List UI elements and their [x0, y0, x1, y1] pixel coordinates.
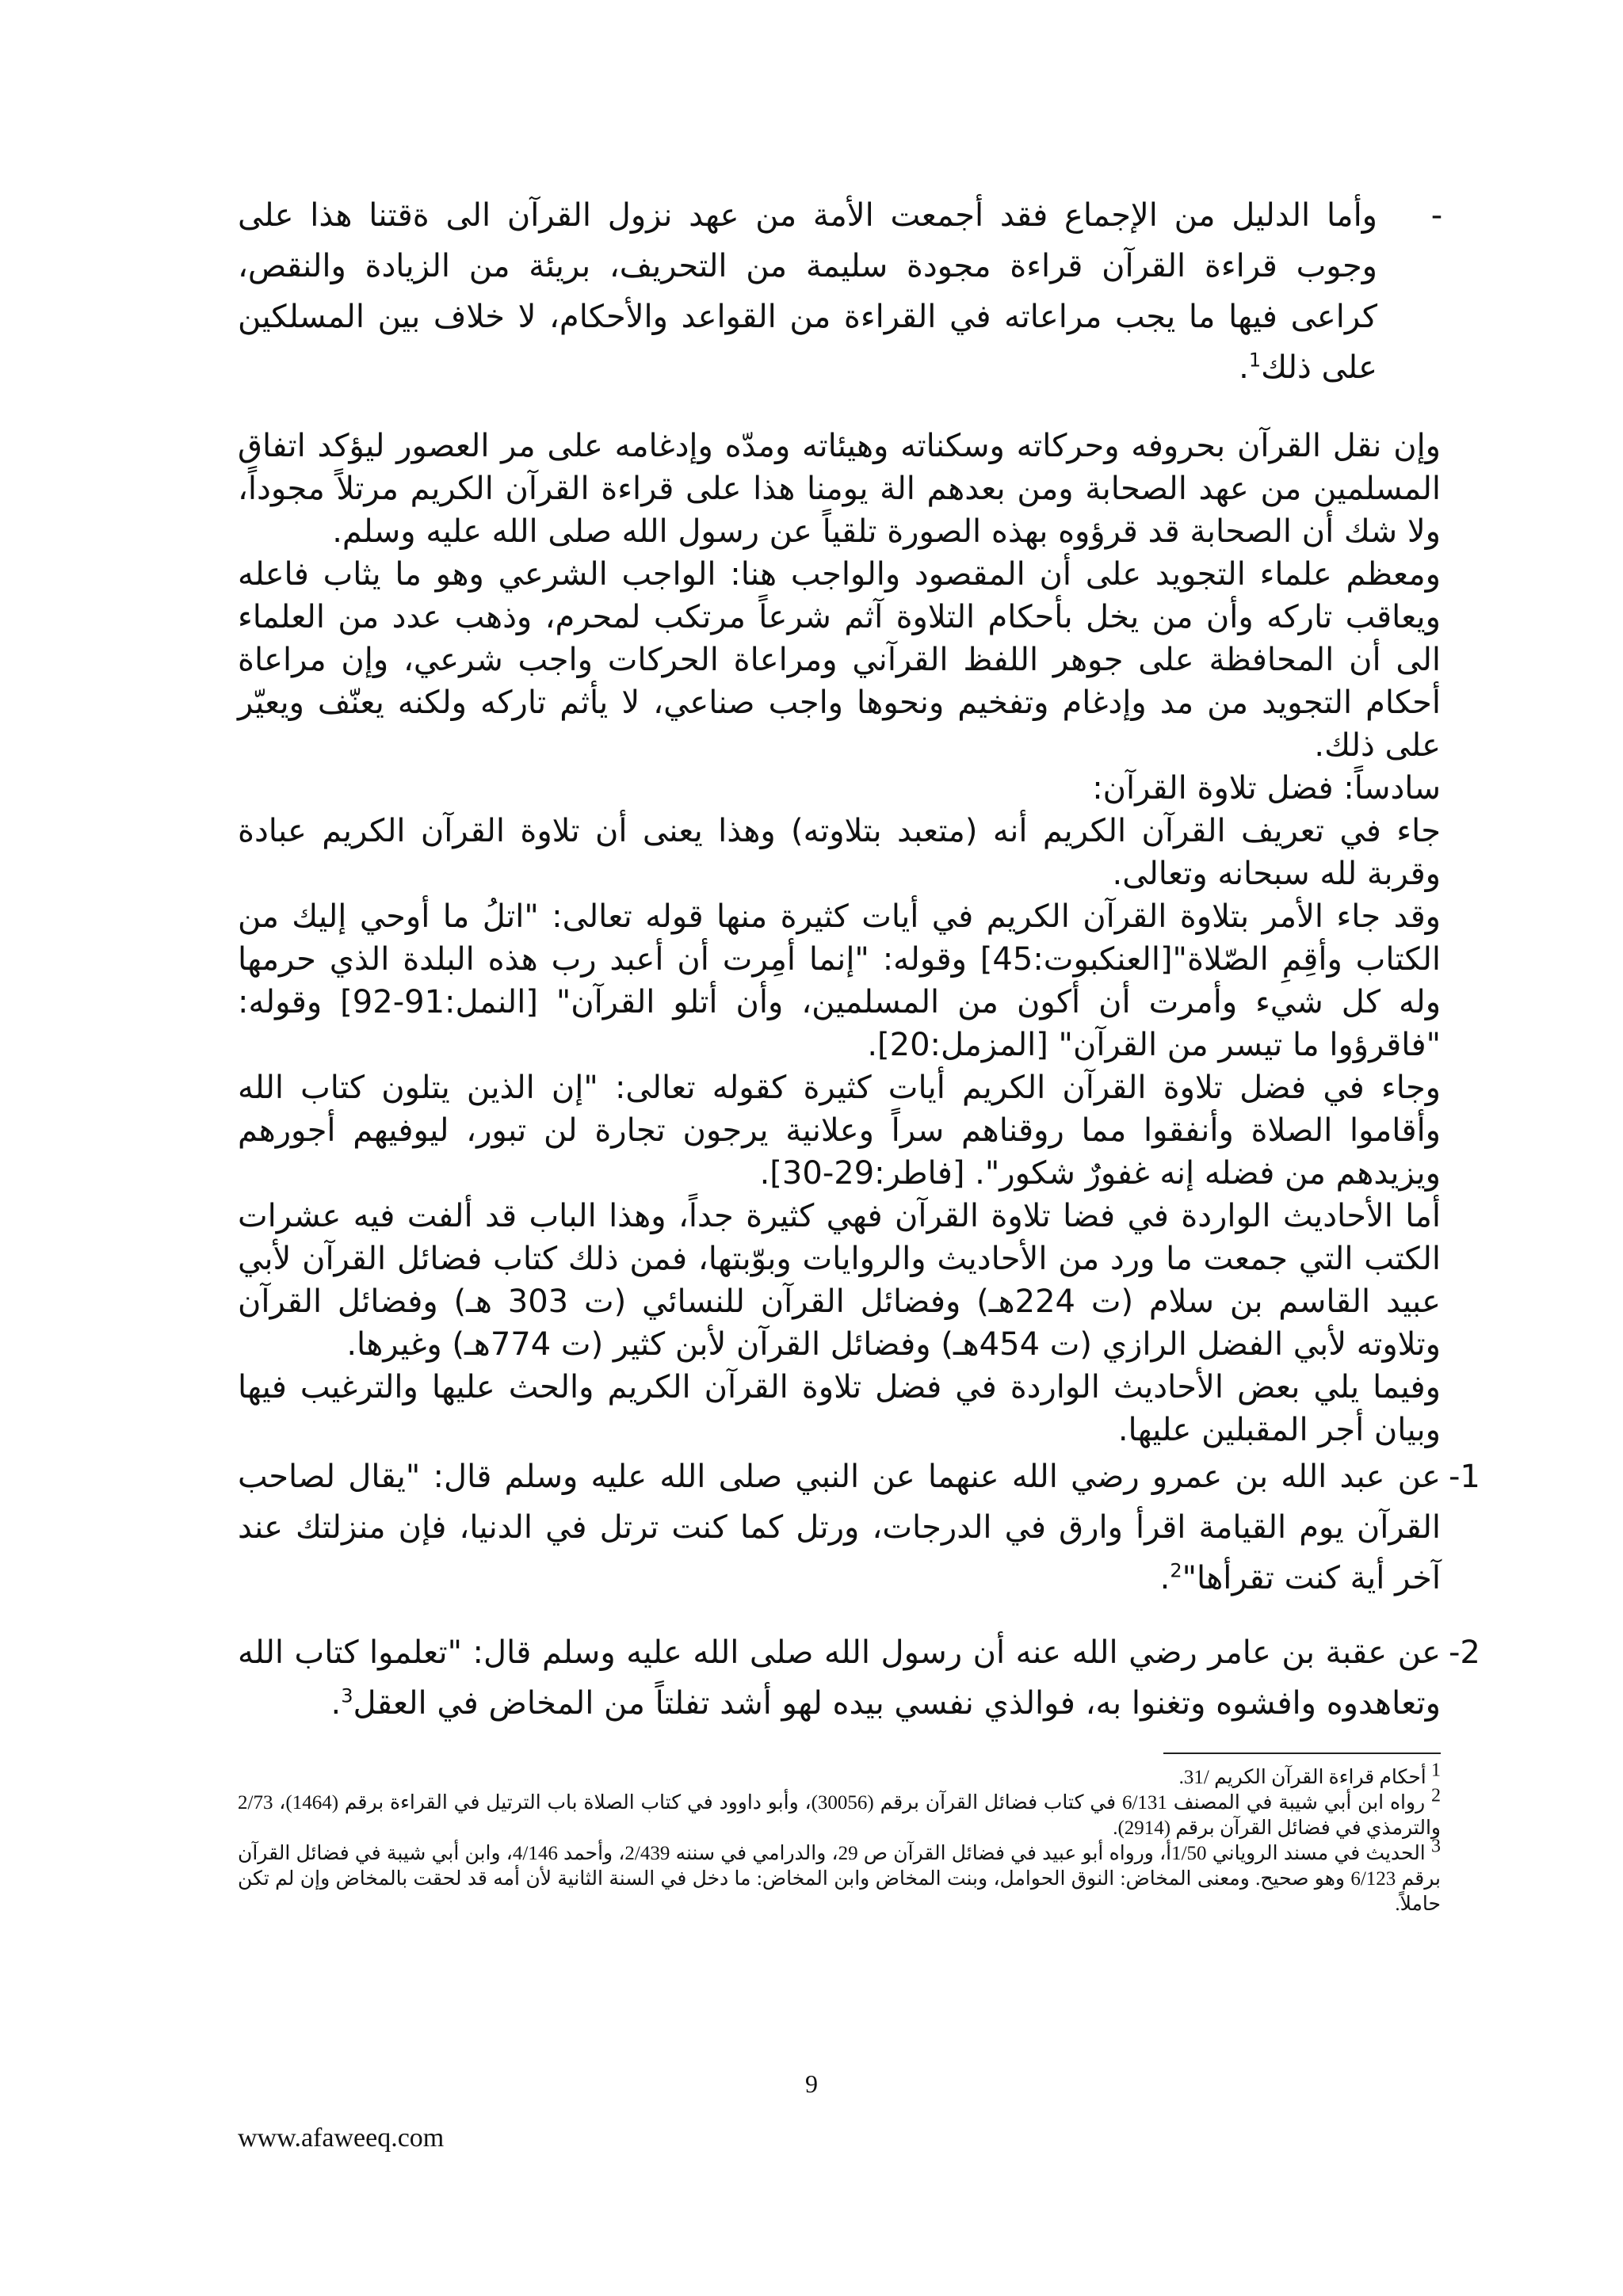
footnote-2 [238, 1785, 1441, 1841]
hadith-text: عن عبد الله بن عمرو رضي الله عنهما عن النبي صلى الله عليه وسلم قال: "يقال لصاحب القرآن يوم القيامة اقرأ وارق في الدرجات، ورتل كما كنت ترتل في الدنيا، فإن منزلتك عند آخر أية كنت تقرأها" [238, 1459, 1441, 1596]
intro-text: وأما الدليل من الإجماع فقد أجمعت الأمة من عهد نزول القرآن الى ةقتنا هذا على وجوب قراءة القرآن قراءة مجودة سليمة من التحريف، بريئة من الزيادة والنقص، كراعى فيها ما يجب مراعاته في القراءة من القواعد والأحكام، لا خلاف بين المسلكين على ذلك [238, 197, 1377, 386]
footnote-3 [238, 1836, 1442, 1917]
footnote-text: رواه ابن أبي شيبة في المصنف 6/131 في كتاب فضائل القرآن برقم (30056)، وأبو داوود في كتاب الصلاة باب الترتيل في القراءة برقم (1464)، 2/73 والترمذي في فضائل القرآن برقم (2914). [238, 1792, 1441, 1839]
hadith-text: عن عقبة بن عامر رضي الله عنه أن رسول الله صلى الله عليه وسلم قال: "تعلموا كتاب الله وتعاهدوه وافشوه وتغنوا به، فوالذي نفسي بيده لهو أشد تفلتاً من المخاض في العقل [238, 1634, 1441, 1722]
section-paragraph: وجاء في فضل تلاوة القرآن الكريم أيات كثيرة كقوله تعالى: "إن الذين يتلون كتاب الله وأقاموا الصلاة وأنفقوا مما روقناهم سراً وعلانية يرجون تجارة لن تبور، ليوفيهم أجورهم ويزيدهم من فضله إنه غفورٌ شكور". [فاطر:29-30]. [238, 1070, 1441, 1192]
body-paragraph: وإن نقل القرآن بحروفه وحركاته وسكناته وهيئاته ومدّه وإدغامه على مر العصور ليؤكد اتفاق المسلمين من عهد الصحابة ومن بعدهم الة يومنا هذا على قراءة القرآن الكريم مرتلاً مجوداً، ولا شك أن الصحابة قد قرؤوه بهذه الصورة تلقياً عن رسول الله صلى الله عليه وسلم. [238, 428, 1441, 550]
footnote-text: أحكام قراءة القرآن الكريم /31. [1178, 1767, 1426, 1788]
footnote-ref-1[interactable]: 1 [1248, 349, 1262, 372]
website-url[interactable]: www.afaweeq.com [238, 2123, 445, 2153]
section-title: فضل تلاوة القرآن: [1092, 770, 1334, 807]
hadith-end: . [330, 1685, 342, 1722]
section-label: سادساً: [1343, 770, 1441, 807]
hadith-number: -1 [1449, 1459, 1480, 1495]
intro-paragraph [238, 190, 1443, 393]
footnote-ref-2[interactable]: 2 [1170, 1559, 1182, 1582]
footnote-ref-3[interactable]: 3 [341, 1684, 353, 1707]
hadith-end: . [1159, 1560, 1170, 1596]
section-heading [238, 767, 1441, 810]
hadith-item-1 [238, 1451, 1480, 1604]
page-number: 9 [805, 2069, 818, 2098]
hadith-item-2 [238, 1627, 1480, 1729]
body-paragraph: ومعظم علماء التجويد على أن المقصود والواجب هنا: الواجب الشرعي وهو ما يثاب فاعله ويعاقب تاركه وأن من يخل بأحكام التلاوة آثم شرعاً مرتكب لمحرم، وذهب عدد من العلماء الى أن المحافظة على جوهر اللفظ القرآني ومراعاة الحركات واجب شرعي، وإن مراعاة أحكام التجويد من مد وإدغام وتفخيم ونحوها واجب صناعي، لا يأثم تاركه ولكنه يعنّف ويعيّر على ذلك. [238, 556, 1441, 764]
footnote-text: الحديث في مسند الروياني 1/50أ، ورواه أبو عبيد في فضائل القرآن ص 29، والدرامي في سننه 2/439، وأحمد 4/146، وابن أبي شيبة في فضائل القرآن برقم 6/123 وهو صحيح. ومعنى المخاض: النوق الحوامل، وبنت المخاض وابن المخاض: ما دخل في السنة الثانية لأن أمه قد لحقت بالمخاض وإن لم تكن حاملاً. [238, 1843, 1442, 1915]
footnote-number: 2 [1431, 1785, 1441, 1806]
footnotes [238, 1760, 1442, 1917]
hadith-number: -2 [1449, 1634, 1480, 1671]
footnote-number: 3 [1431, 1836, 1441, 1857]
main-body [238, 425, 1441, 1451]
section-paragraph: وفيما يلي بعض الأحاديث الواردة في فضل تلاوة القرآن الكريم والحث عليها والترغيب فيها وبيان أجر المقبلين عليها. [238, 1369, 1441, 1448]
footnote-number: 1 [1431, 1760, 1441, 1781]
section-paragraph: جاء في تعريف القرآن الكريم أنه (متعبد بتلاوته) وهذا يعنى أن تلاوة القرآن الكريم عبادة وقربة لله سبحانه وتعالى. [238, 813, 1441, 892]
footnote-separator [1163, 1753, 1441, 1754]
section-paragraph: وقد جاء الأمر بتلاوة القرآن الكريم في أيات كثيرة منها قوله تعالى: "اتلُ ما أوحي إليك من الكتاب وأقِمِ الصّلاة"[العنكبوت:45] وقوله: "إنما أمِرت أن أعبد رب هذه البلدة الذي حرمها وله كل شيء وأمرت أن أكون من المسلمين، وأن أتلو القرآن" [النمل:91-92] وقوله: "فاقرؤوا ما تيسر من القرآن" [المزمل:20]. [238, 898, 1442, 1063]
footnote-1 [238, 1760, 1441, 1791]
bullet-dash: - [1430, 197, 1443, 234]
section-paragraph: أما الأحاديث الواردة في فضا تلاوة القرآن فهي كثيرة جداً، وهذا الباب قد ألفت فيه عشرات الكتب التي جمعت ما ورد من الأحاديث والروايات وبوّبتها، فمن ذلك كتاب فضائل القرآن لأبي عبيد القاسم بن سلام (ت 224هـ) وفضائل القرآن للنسائي (ت 303 هـ) وفضائل القرآن وتلاوته لأبي الفضل الرازي (ت 454هـ) وفضائل القرآن لأبن كثير (ت 774هـ) وغيرها. [238, 1198, 1441, 1363]
intro-end: . [1239, 349, 1249, 386]
